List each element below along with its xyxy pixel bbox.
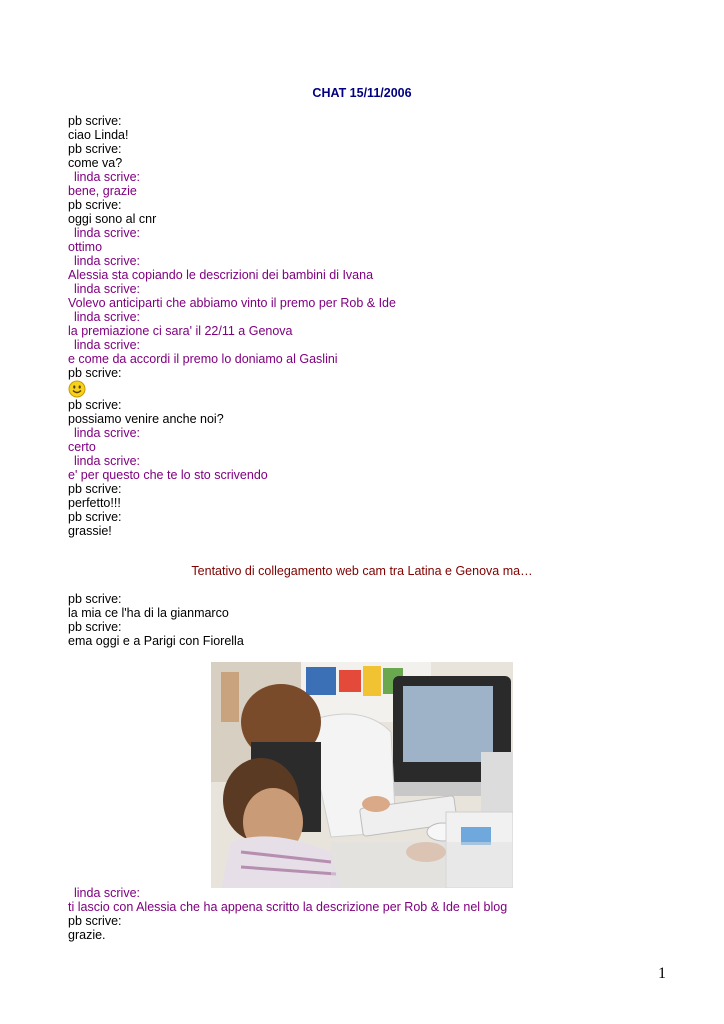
chat-log-2 <box>68 592 244 648</box>
pb-speaker-label: pb scrive: <box>68 914 122 928</box>
pb-message: grazie. <box>68 928 106 942</box>
pb-message: grassie! <box>68 524 112 538</box>
pb-speaker-label: pb scrive: <box>68 142 122 156</box>
pb-message: oggi sono al cnr <box>68 212 157 226</box>
pb-message: ema oggi e a Parigi con Fiorella <box>68 634 244 648</box>
linda-speaker-label: linda scrive: <box>74 886 140 900</box>
linda-message: ottimo <box>68 240 103 254</box>
pb-speaker-label: pb scrive: <box>68 398 122 412</box>
linda-speaker-label: linda scrive: <box>74 226 140 240</box>
linda-message: certo <box>68 440 96 454</box>
chat-log-1 <box>68 114 396 538</box>
linda-message: Alessia sta copiando le descrizioni dei bambini di Ivana <box>68 268 374 282</box>
pb-message: ciao Linda! <box>68 128 129 142</box>
pb-message: possiamo venire anche noi? <box>68 412 224 426</box>
pb-speaker-label: pb scrive: <box>68 592 122 606</box>
linda-message: ti lascio con Alessia che ha appena scritto la descrizione per Rob & Ide nel blog <box>68 900 508 914</box>
linda-speaker-label: linda scrive: <box>74 426 140 440</box>
linda-speaker-label: linda scrive: <box>74 254 140 268</box>
pb-speaker-label: pb scrive: <box>68 114 122 128</box>
linda-speaker-label: linda scrive: <box>74 310 140 324</box>
pb-speaker-label: pb scrive: <box>68 620 122 634</box>
linda-message: Volevo anticiparti che abbiamo vinto il premo per Rob & Ide <box>68 296 396 310</box>
linda-speaker-label: linda scrive: <box>74 170 140 184</box>
linda-speaker-label: linda scrive: <box>74 282 140 296</box>
linda-message: e come da accordi il premo lo doniamo al Gaslini <box>68 352 338 366</box>
pb-speaker-label: pb scrive: <box>68 198 122 212</box>
page-number: 1 <box>658 965 666 982</box>
chat-log-3 <box>68 886 507 942</box>
linda-message: bene, grazie <box>68 184 137 198</box>
section-caption: Tentativo di collegamento web cam tra Latina e Genova ma… <box>191 564 533 578</box>
children-at-computer-photo <box>211 662 513 888</box>
linda-speaker-label: linda scrive: <box>74 338 140 352</box>
pb-speaker-label: pb scrive: <box>68 366 122 380</box>
linda-message: la premiazione ci sara' il 22/11 a Genova <box>68 324 293 338</box>
pb-message: come va? <box>68 156 123 170</box>
document-title: CHAT 15/11/2006 <box>312 86 412 100</box>
pb-message: perfetto!!! <box>68 496 121 510</box>
linda-speaker-label: linda scrive: <box>74 454 140 468</box>
pb-speaker-label: pb scrive: <box>68 482 122 496</box>
smiley-emoticon-icon <box>68 380 396 398</box>
pb-message: la mia ce l'ha di la gianmarco <box>68 606 229 620</box>
linda-message: e' per questo che te lo sto scrivendo <box>68 468 268 482</box>
pb-speaker-label: pb scrive: <box>68 510 122 524</box>
